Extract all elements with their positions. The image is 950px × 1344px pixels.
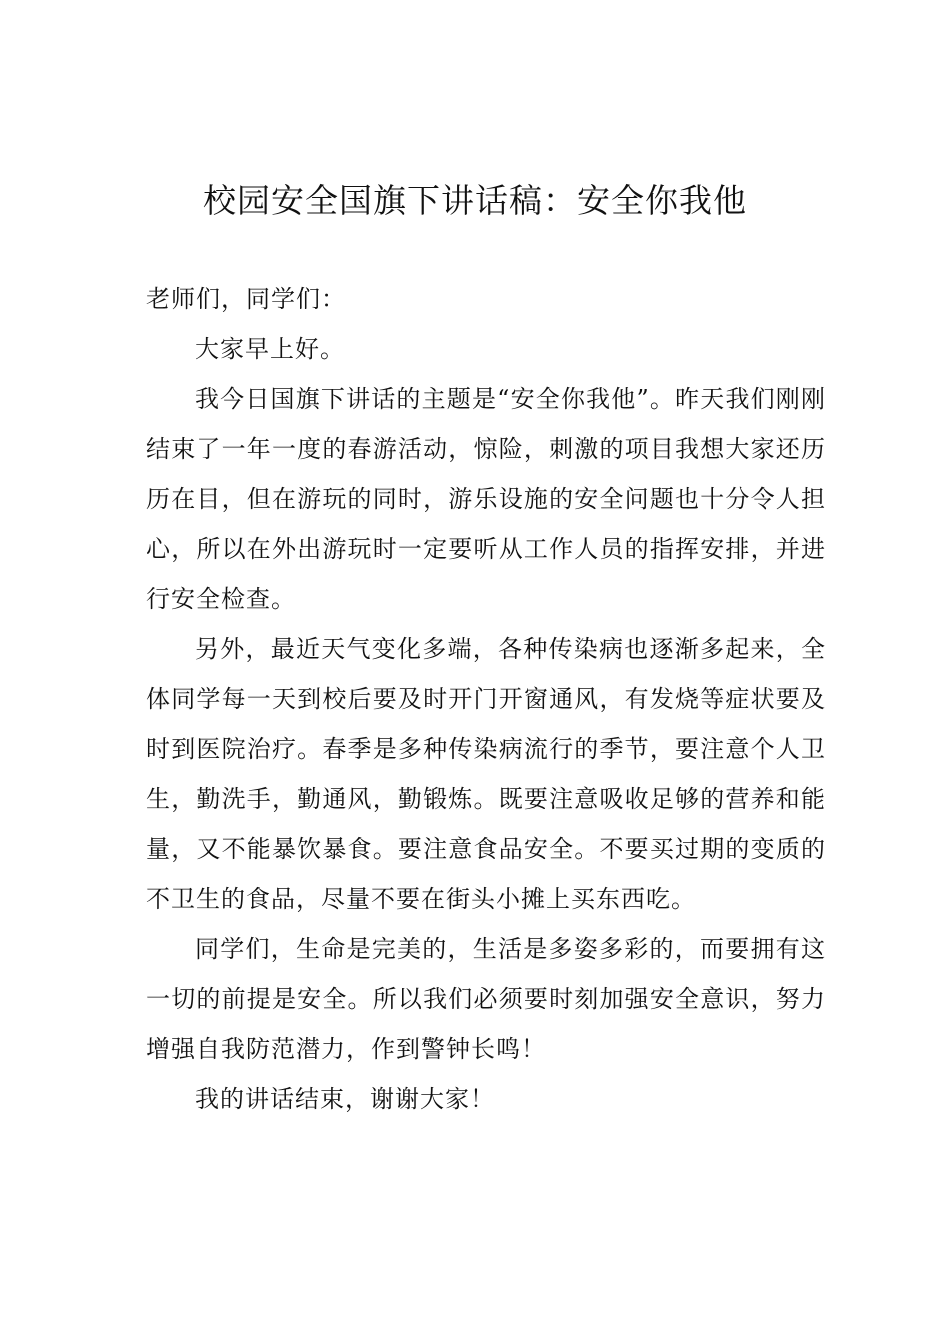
paragraph-health: 另外，最近天气变化多端，各种传染病也逐渐多起来，全体同学每一天到校后要及时开门开窗通风，有发烧等症状要及时到医院治疗。春季是多种传染病流行的季节，要注意个人卫生，勤洗手，勤通风，勤锻炼。既要注意吸收足够的营养和能量，又不能暴饮暴食。要注意食品安全。不要买过期的变质的不卫生的食品，尽量不要在街头小摊上买东西吃。 (146, 635, 826, 913)
paragraph-greeting: 大家早上好。 (195, 335, 345, 363)
salutation: 老师们，同学们： (146, 285, 346, 313)
paragraph-spring-outing: 我今日国旗下讲话的主题是“安全你我他”。昨天我们刚刚结束了一年一度的春游活动，惊险，刺激的项目我想大家还历历在目，但在游玩的同时，游乐设施的安全问题也十分令人担心，所以在外出游玩时一定要听从工作人员的指挥安排，并进行安全检查。 (146, 385, 826, 613)
paragraph-safety-awareness: 同学们，生命是完美的，生活是多姿多彩的，而要拥有这一切的前提是安全。所以我们必须要时刻加强安全意识，努力增强自我防范潜力，作到警钟长鸣！ (146, 935, 826, 1063)
document-body (146, 274, 826, 1124)
paragraph-closing: 我的讲话结束，谢谢大家！ (195, 1085, 495, 1113)
document-title: 校园安全国旗下讲话稿：安全你我他 (203, 181, 747, 220)
